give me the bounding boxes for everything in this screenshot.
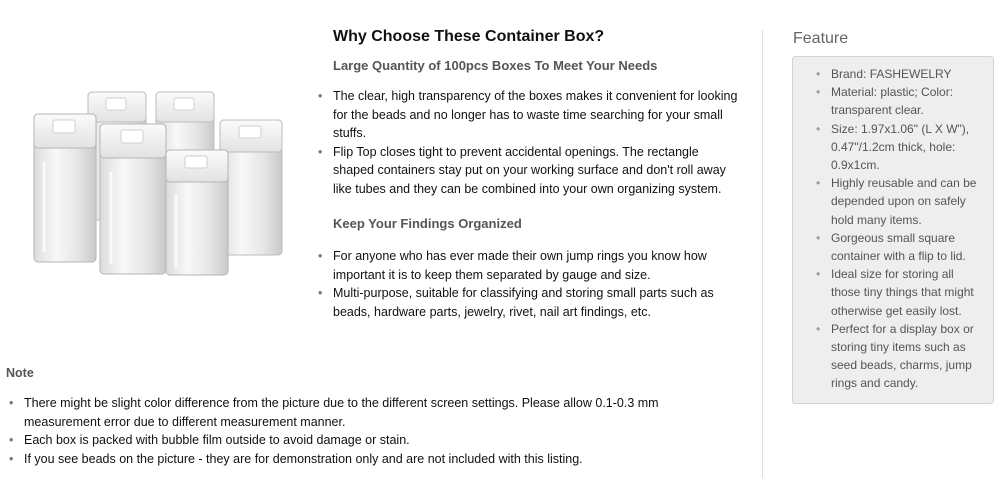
box-back-right [220,120,282,255]
description-bullet-list [333,87,743,198]
note-bullet-list [6,394,746,468]
note-section [6,366,746,468]
list-item: • The clear, high transparency of the boxes makes it convenient for looking for the beads and no longer has to waste time searching for your small stuffs. [333,87,743,143]
note-title: Note [6,366,34,380]
list-item: • For anyone who has ever made their own jump rings you know how important it is to keep them separated by gauge and size. [333,247,743,284]
feature-item: • Size: 1.97x1.06" (L X W"), 0.47"/1.2cm thick, hole: 0.9x1cm. [831,120,981,175]
list-item: • Flip Top closes tight to prevent accidental openings. The rectangle shaped containers stay put on your working surface and don't roll away like tubes and they can be combined into your own organizing system. [333,143,743,199]
box-front-middle [100,124,166,274]
column-divider [762,30,763,478]
feature-title: Feature [793,30,849,47]
findings-bullet-list [333,247,743,321]
feature-item: • Ideal size for storing all those tiny things that might otherwise get easily lost. [831,265,981,320]
list-item: • If you see beads on the picture - they are for demonstration only and are not included with this listing. [24,450,746,469]
feature-item: • Material: plastic; Color: transparent clear. [831,83,981,119]
feature-item: • Gorgeous small square container with a flip to lid. [831,229,981,265]
list-item: • Multi-purpose, suitable for classifying and storing small parts such as beads, hardware parts, jewelry, rivet, nail art findings, etc. [333,284,743,321]
product-image-container-boxes [20,72,300,277]
feature-item: • Brand: FASHEWELRY [831,65,981,83]
description-subtitle: Large Quantity of 100pcs Boxes To Meet Your Needs [333,58,658,73]
product-description [333,28,743,321]
feature-item: • Perfect for a display box or storing tiny items such as seed beads, charms, jump rings and candy. [831,320,981,393]
feature-box [792,56,994,404]
list-item: • Each box is packed with bubble film outside to avoid damage or stain. [24,431,746,450]
feature-panel [792,30,994,404]
feature-list [831,65,981,393]
description-title: Why Choose These Container Box? [333,28,605,45]
feature-item: • Highly reusable and can be depended upon on safely hold many items. [831,174,981,229]
section-title-findings: Keep Your Findings Organized [333,216,522,231]
list-item: • There might be slight color difference from the picture due to the different screen settings. Please allow 0.1-0.3 mm measurement error due to different measurement manner. [24,394,704,431]
box-front-left [34,114,96,262]
box-front-right [166,150,228,275]
